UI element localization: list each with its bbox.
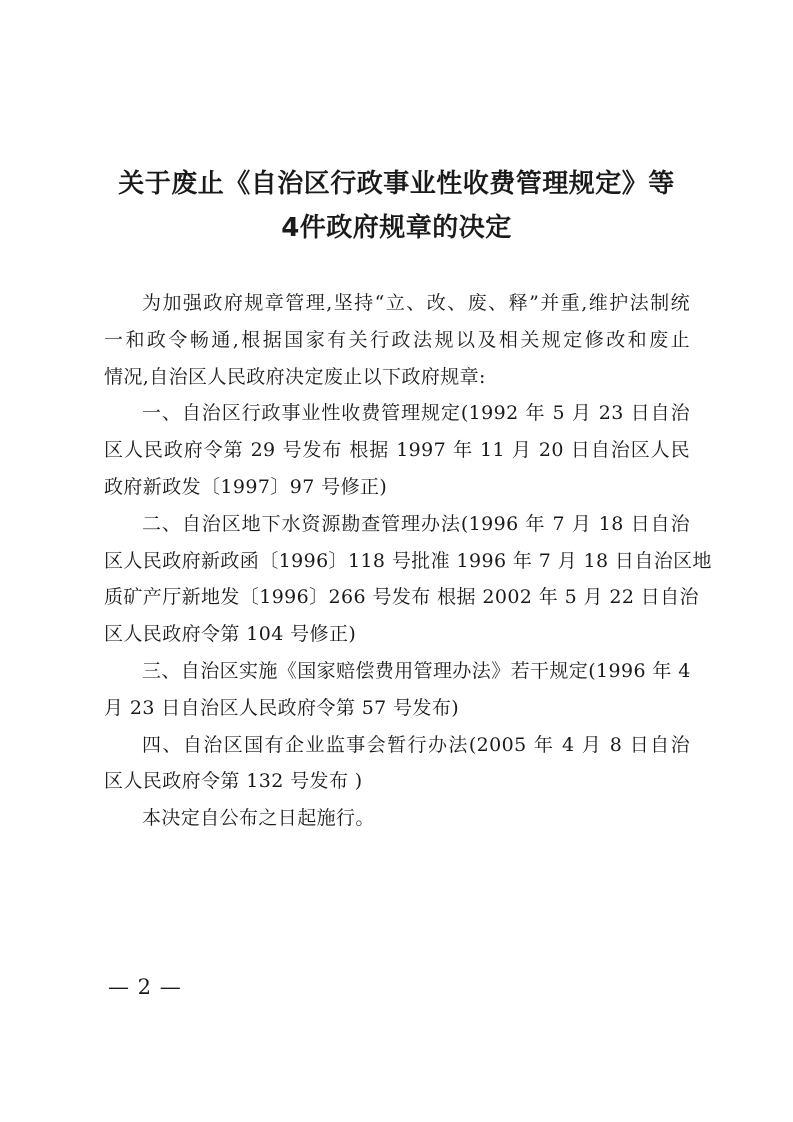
document-title-line-1: 关于废止《自治区行政事业性收费管理规定》等 — [118, 169, 675, 199]
body-line: 一和政令畅通,根据国家有关行政法规以及相关规定修改和废止 — [104, 328, 690, 351]
page-number: — 2 — — [108, 975, 182, 999]
body-line: 月 23 日自治区人民政府令第 57 号发布) — [104, 696, 460, 719]
document-title-line-2: 4件政府规章的决定 — [281, 213, 512, 243]
body-line: 四、自治区国有企业监事会暂行办法(2005 年 4 月 8 日自治 — [142, 733, 690, 756]
body-line: 本决定自公布之日起施行。 — [142, 807, 375, 830]
body-line: 质矿产厅新地发〔1996〕266 号发布 根据 2002 年 5 月 22 日自治 — [104, 586, 699, 609]
body-line: 三、自治区实施《国家赔偿费用管理办法》若干规定(1996 年 4 — [142, 659, 691, 682]
body-line: 一、自治区行政事业性收费管理规定(1992 年 5 月 23 日自治 — [142, 402, 690, 425]
body-line: 二、自治区地下水资源勘查管理办法(1996 年 7 月 18 日自治 — [142, 512, 690, 535]
body-line: 区人民政府新政函〔1996〕118 号批准 1996 年 7 月 18 日自治区地 — [104, 549, 712, 572]
document-body — [104, 285, 712, 837]
body-line: 为加强政府规章管理,坚持“立、改、废、释”并重,维护法制统 — [142, 292, 690, 314]
body-line: 区人民政府令第 132 号发布 ) — [104, 770, 363, 793]
body-line: 情况,自治区人民政府决定废止以下政府规章: — [104, 365, 486, 388]
body-line: 区人民政府令第 29 号发布 根据 1997 年 11 月 20 日自治区人民 — [104, 439, 690, 462]
body-line: 政府新政发〔1997〕97 号修正) — [104, 475, 388, 498]
body-line: 区人民政府令第 104 号修正) — [104, 623, 357, 646]
